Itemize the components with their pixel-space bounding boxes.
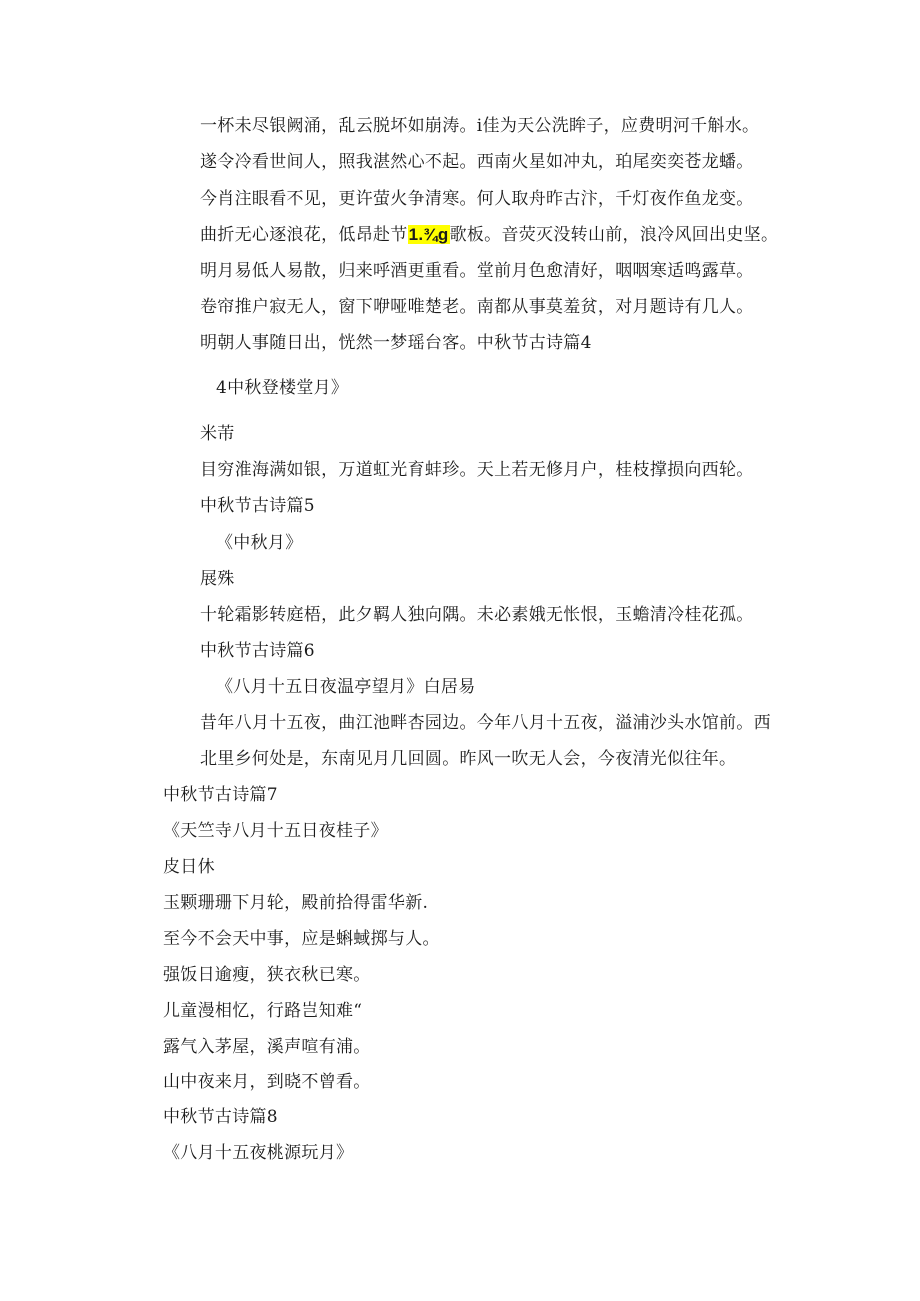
poem-line: 目穷淮海满如银，万道虹光育蚌珍。天上若无修月户，桂枝撑损向西轮。	[200, 460, 754, 480]
poem-line: 明月易低人易散，归来呼酒更重看。堂前月色愈清好，咽咽寒适鸣露草。	[200, 261, 754, 281]
section-heading: 中秋节古诗篇5	[200, 496, 315, 516]
poem-author: 展殊	[200, 569, 235, 589]
poem-line: 遂令冷看世间人，照我湛然心不起。西南火星如冲丸，珀尾奕奕苍龙蟠。	[200, 152, 754, 172]
section-heading: 中秋节古诗篇6	[200, 641, 315, 661]
poem-line: 强饭日逾瘦，狭衣秋已寒。	[163, 965, 371, 985]
poem-title: 《八月十五日夜温亭望月》白居易	[216, 677, 476, 697]
poem-line: 今肖注眼看不见，更许萤火争清寒。何人取舟昨古汴，千灯夜作鱼龙变。	[200, 189, 754, 209]
poem-line: 玉颗珊珊下月轮，殿前拾得雷华新.	[163, 893, 429, 913]
poem-line: 一杯未尽银阙涌，乱云脱坏如崩涛。i佳为天公洗眸子，应费明河千斛水。	[200, 116, 760, 136]
poem-author: 米芾	[200, 424, 235, 444]
poem-title: 《八月十五夜桃源玩月》	[163, 1143, 354, 1163]
poem-line: 卷帘推户寂无人，窗下咿哑唯楚老。南都从事莫羞贫，对月题诗有几人。	[200, 297, 754, 317]
poem-line: 露气入茅屋，溪声喧有浦。	[163, 1037, 371, 1057]
poem-line-highlighted	[200, 224, 778, 246]
poem-line: 昔年八月十五夜，曲江池畔杏园边。今年八月十五夜，溢浦沙头水馆前。西	[200, 713, 771, 733]
poem-line: 明朝人事随日出，恍然一梦瑶台客。中秋节古诗篇4	[200, 333, 592, 353]
poem-author: 皮日休	[163, 857, 215, 877]
poem-line-part: 曲折无心逐浪花，低昂赴节	[200, 225, 408, 245]
poem-title: 4中秋登楼堂月》	[216, 378, 349, 398]
poem-title: 《天竺寺八月十五日夜桂子》	[163, 821, 388, 841]
poem-line: 十轮霜影转庭梧，此夕羁人独向隅。未必素娥无怅恨，玉蟾清冷桂花孤。	[200, 605, 754, 625]
highlight-mark: 1.¾g	[408, 225, 449, 244]
section-heading: 中秋节古诗篇7	[163, 785, 278, 805]
poem-line: 至今不会天中事，应是蝌蜮掷与人。	[163, 929, 440, 949]
poem-line-part: 歌板。音荧灭没转山前，浪冷风回出史坚。	[449, 225, 779, 245]
poem-title: 《中秋月》	[216, 533, 303, 553]
poem-line: 北里乡何处是，东南见月几回圆。昨风一吹无人会，今夜清光似往年。	[200, 749, 737, 769]
poem-line: 儿童漫相忆，行路岂知难“	[163, 1001, 363, 1021]
section-heading: 中秋节古诗篇8	[163, 1107, 278, 1127]
poem-line: 山中夜来月，到晓不曾看。	[163, 1072, 371, 1092]
